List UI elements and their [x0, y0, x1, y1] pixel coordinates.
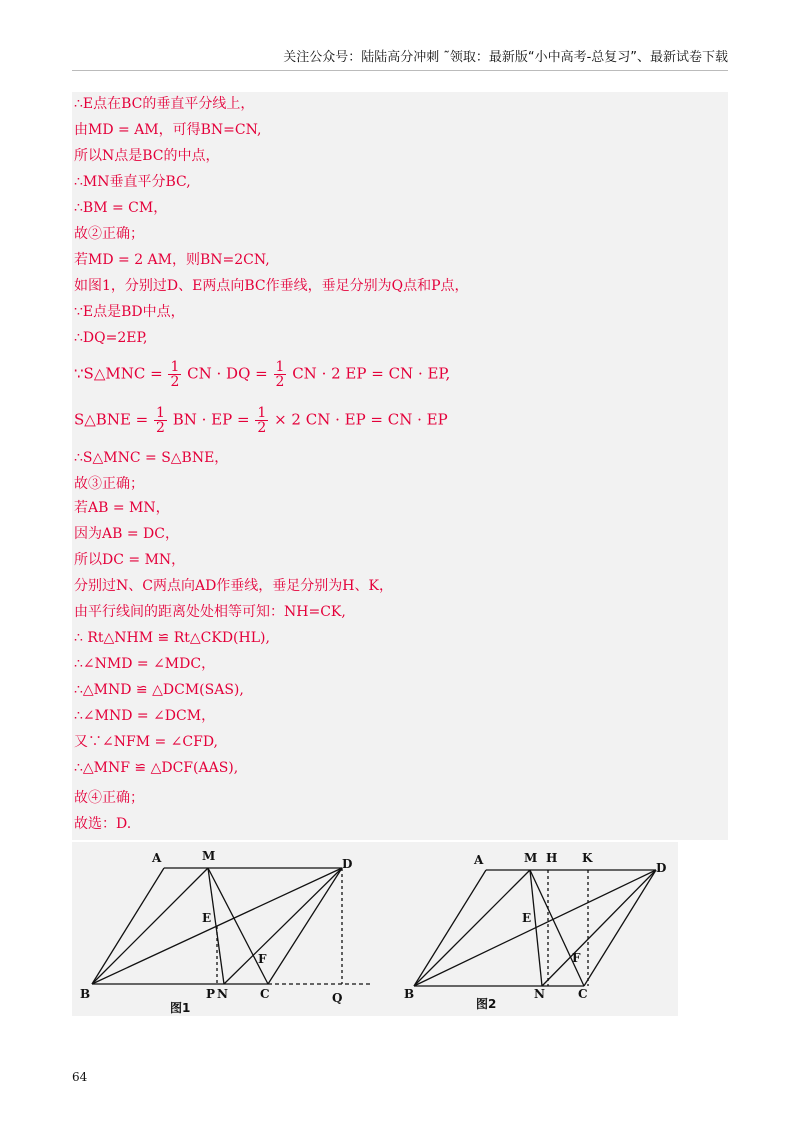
page-number: 64 — [72, 1070, 88, 1084]
fraction-denominator: 2 — [156, 420, 165, 436]
area-formula-mnc — [74, 360, 450, 389]
segment-mn — [530, 870, 542, 986]
formula-lhs: S△BNE = — [74, 410, 149, 429]
fraction-one-half — [168, 360, 181, 389]
segment-nd — [542, 870, 656, 986]
solution-text-block — [72, 92, 728, 840]
solution-line: ∴△MND ≌ △DCM(SAS), — [74, 682, 244, 698]
solution-line: ∴E点在BC的垂直平分线上， — [74, 96, 255, 112]
fraction-denominator: 2 — [257, 420, 267, 436]
label-e: E — [522, 911, 532, 925]
figure-2 — [414, 870, 656, 986]
formula-lhs: ∵S△MNC = — [74, 364, 163, 383]
fraction-one-half — [154, 406, 167, 435]
segment-mc — [530, 870, 584, 986]
segment-nd — [224, 868, 342, 984]
label-k: K — [582, 851, 593, 865]
label-p: P — [206, 987, 216, 1001]
solution-line: 所以N点是BC的中点， — [74, 148, 220, 164]
fraction-numerator: 1 — [170, 359, 180, 375]
solution-line: 因为AB = DC， — [74, 526, 179, 542]
label-q: Q — [332, 991, 343, 1005]
solution-line: ∴ Rt△NHM ≌ Rt△CKD(HL), — [74, 630, 270, 646]
solution-line: 所以DC = MN， — [74, 552, 186, 568]
figure-1-caption: 图1 — [170, 1001, 191, 1015]
solution-line: ∴S△MNC = S△BNE， — [74, 450, 229, 466]
label-c: C — [578, 987, 588, 1001]
solution-line: ∴MN垂直平分BC, — [74, 174, 191, 190]
solution-line: 故④正确； — [74, 790, 144, 806]
formula-rhs: × 2 CN · EP = CN · EP — [274, 410, 448, 429]
label-f: F — [258, 952, 267, 966]
figure-2-labels — [404, 851, 666, 1011]
page-header: 关注公众号：陆陆高分冲刺 ˜领取：最新版“小中高考-总复习”、最新试卷下载 — [72, 46, 728, 71]
figure-1 — [92, 868, 372, 984]
fraction-numerator: 1 — [156, 405, 165, 421]
figure-2-caption: 图2 — [476, 997, 497, 1011]
solution-line: 如图1，分别过D、E两点向BC作垂线，垂足分别为Q点和P点， — [74, 278, 469, 294]
label-e: E — [202, 911, 212, 925]
formula-rhs: CN · 2 EP = CN · EP, — [292, 364, 451, 383]
label-d: D — [342, 857, 353, 871]
solution-line: 故③正确； — [74, 476, 144, 492]
segment-bm — [92, 868, 208, 984]
label-a: A — [152, 851, 162, 865]
geometry-figures — [72, 842, 678, 1016]
fraction-numerator: 1 — [275, 359, 285, 375]
label-c: C — [260, 987, 270, 1001]
solution-line: 由平行线间的距离处处相等可知：NH=CK, — [74, 604, 346, 620]
fraction-one-half — [255, 406, 268, 435]
fraction-numerator: 1 — [257, 405, 267, 421]
formula-mid: CN · DQ = — [187, 364, 268, 383]
label-m: M — [202, 849, 216, 863]
solution-line: 若AB = MN， — [74, 500, 170, 516]
formula-mid: BN · EP = — [172, 410, 250, 429]
segment-mn — [208, 868, 224, 984]
solution-line: 故②正确； — [74, 226, 144, 242]
geometry-figures-svg — [72, 842, 678, 1016]
solution-line: 由MD = AM，可得BN=CN, — [74, 122, 262, 138]
solution-line: ∴∠MND = ∠DCM， — [74, 708, 216, 724]
label-d: D — [656, 861, 667, 875]
fraction-denominator: 2 — [170, 374, 180, 390]
label-f: F — [572, 951, 581, 965]
label-m: M — [524, 851, 538, 865]
solution-line: 故选：D. — [74, 816, 132, 832]
solution-line: ∴BM = CM， — [74, 200, 168, 216]
fraction-denominator: 2 — [275, 374, 285, 390]
solution-line: ∴∠NMD = ∠MDC， — [74, 656, 216, 672]
label-n: N — [217, 987, 228, 1001]
label-n: N — [534, 987, 545, 1001]
label-b: B — [404, 987, 415, 1001]
solution-line: 若MD = 2 AM，则BN=2CN, — [74, 252, 270, 268]
segment-bm — [414, 870, 530, 986]
solution-line: 分别过N、C两点向AD作垂线，垂足分别为H、K， — [74, 578, 393, 594]
solution-line: ∴DQ=2EP, — [74, 330, 148, 346]
label-a: A — [474, 853, 484, 867]
solution-line: ∴△MNF ≌ △DCF(AAS), — [74, 760, 239, 776]
area-formula-bne — [74, 406, 448, 435]
label-h: H — [546, 851, 558, 865]
solution-line: 又∵∠NFM = ∠CFD, — [74, 734, 218, 750]
solution-line: ∵E点是BD中点， — [74, 304, 185, 320]
fraction-one-half — [274, 360, 287, 389]
label-b: B — [80, 987, 91, 1001]
